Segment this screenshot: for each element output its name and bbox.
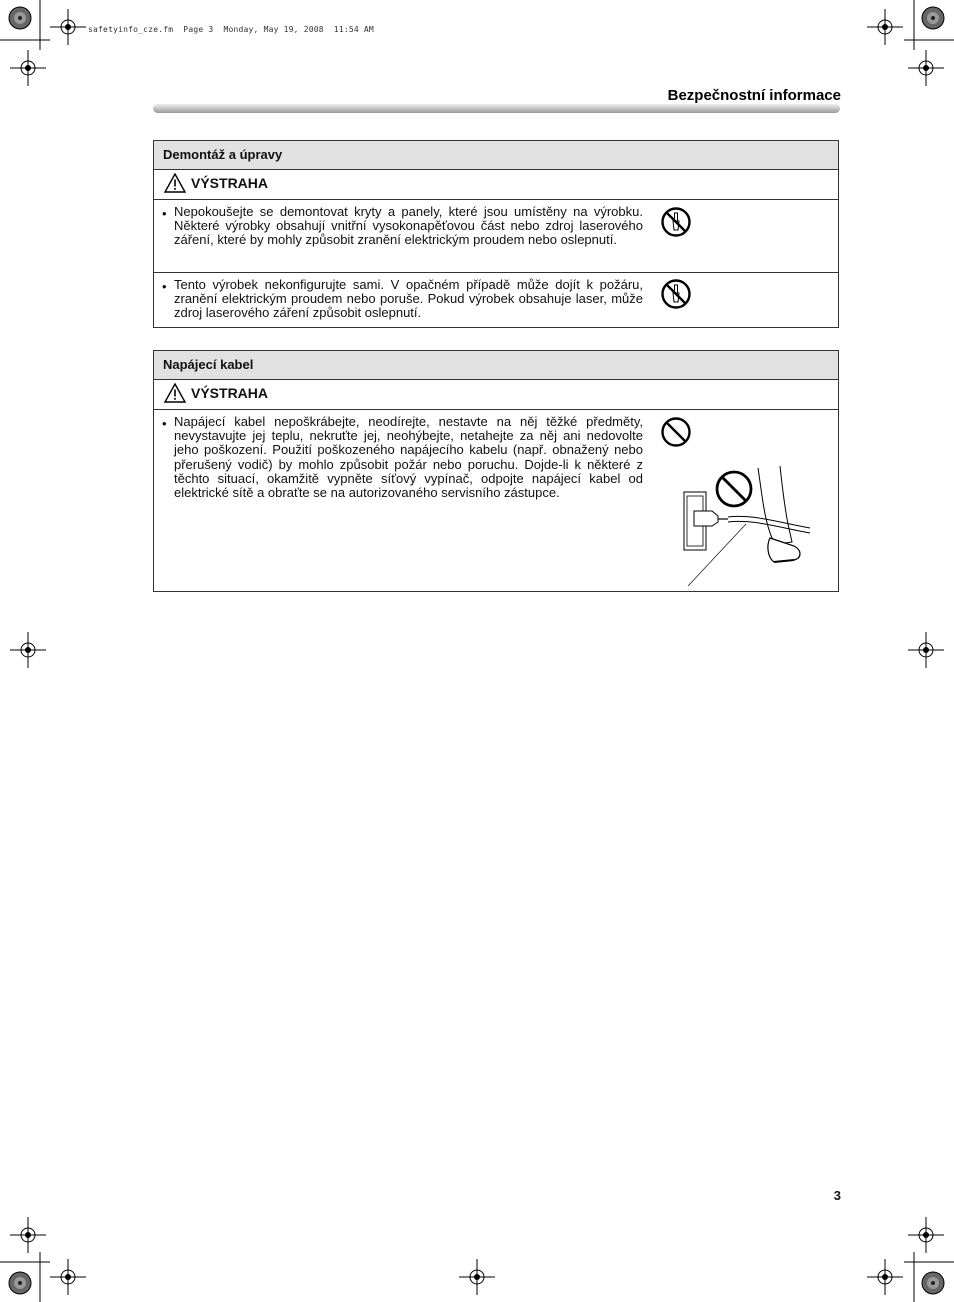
no-disassembly-icon xyxy=(660,206,692,238)
list-item xyxy=(154,272,838,329)
bullet: • xyxy=(162,206,167,221)
page-number: 3 xyxy=(833,1188,841,1203)
print-slug: safetyinfo_cze.fm Page 3 Monday, May 19, 2008 11:54 AM xyxy=(88,25,374,34)
item-text: Tento výrobek nekonfigurujte sami. V opačném případě může dojít k požáru, zranění elektrickým proudem nebo poruše. Pokud výrobek obsahuje laser, může zdroj laserového záření způsobit oslepnutí. xyxy=(174,277,643,321)
no-stepping-on-cord-illustration xyxy=(682,464,812,588)
bullet: • xyxy=(162,279,167,294)
section-disassembly xyxy=(153,140,839,328)
page-header-title: Bezpečnostní informace xyxy=(667,87,841,104)
warning-header xyxy=(154,170,838,200)
section-power-cord xyxy=(153,350,839,592)
no-disassembly-icon xyxy=(660,278,692,310)
bullet: • xyxy=(162,416,167,431)
section-title: Napájecí kabel xyxy=(154,351,838,380)
warning-triangle-icon xyxy=(164,173,186,193)
list-item xyxy=(154,410,838,592)
item-text: Napájecí kabel nepoškrábejte, neodírejte, nestavte na něj těžké předměty, nevystavujte jej teplu, nekruťte jej, neohýbejte, netahejte za něj ani nedovolte jeho poškození. Použití poškozeného napájecího kabelu (např. obnažený nebo přerušený vodič) by mohlo způsobit požár nebo poruchu. Dojde-li k některé z těchto situací, okamžitě vypněte síťový vypínač, odpojte napájecí kabel od elektrické sítě a obraťte se na autorizovaného servisního zástupce. xyxy=(174,414,643,501)
warning-header xyxy=(154,380,838,410)
item-text: Nepokoušejte se demontovat kryty a panely, které jsou umístěny na výrobku. Některé výrobky obsahují vnitřní vysokonapěťovou část nebo zdroj laserového záření, které by mohly způsobit zranění elektrickým proudem nebo oslepnutí. xyxy=(174,204,643,248)
header-rule xyxy=(153,104,840,113)
prohibition-icon xyxy=(660,416,692,448)
warning-label: VÝSTRAHA xyxy=(191,385,269,401)
warning-label: VÝSTRAHA xyxy=(191,175,269,191)
section-title: Demontáž a úpravy xyxy=(154,141,838,170)
warning-triangle-icon xyxy=(164,383,186,403)
list-item xyxy=(154,200,838,272)
